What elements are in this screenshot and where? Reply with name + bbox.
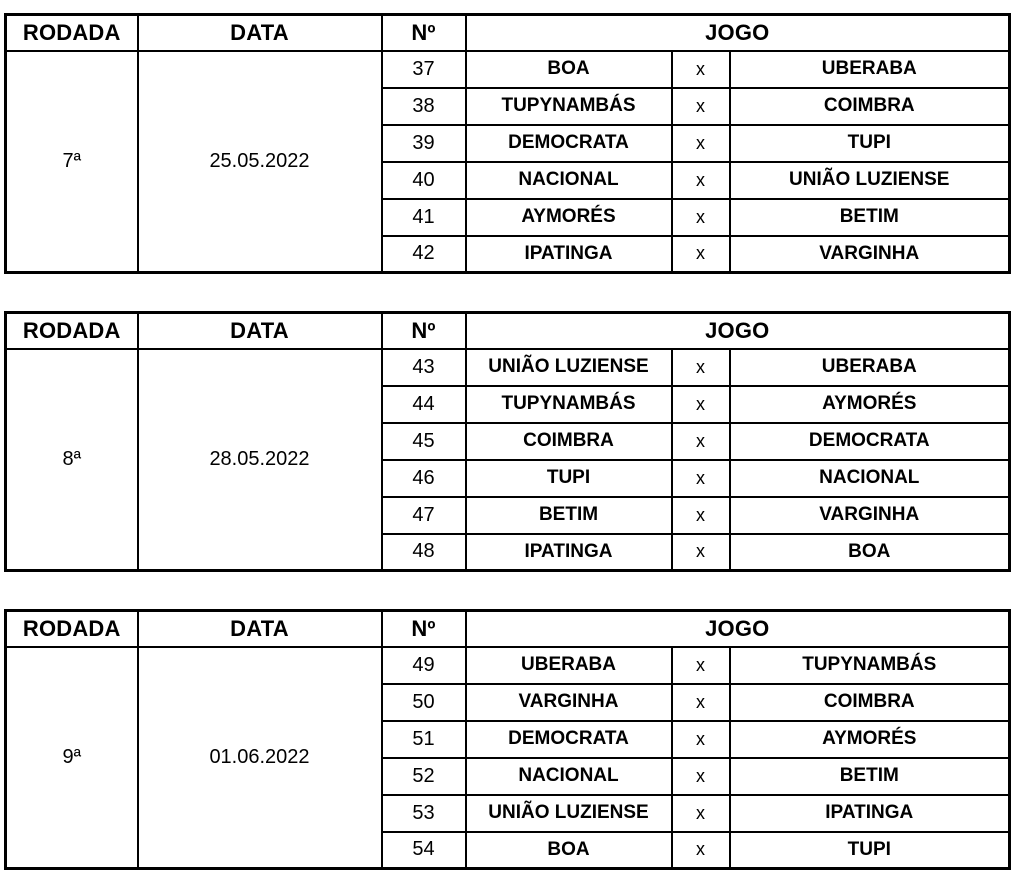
home-team: TUPYNAMBÁS [466, 88, 672, 125]
game-number: 53 [382, 795, 466, 832]
away-team: COIMBRA [730, 684, 1010, 721]
header-rodada: RODADA [6, 15, 138, 51]
home-team: NACIONAL [466, 758, 672, 795]
header-jogo: JOGO [466, 313, 1010, 349]
header-numero: Nº [382, 611, 466, 647]
header-data: DATA [138, 15, 382, 51]
away-team: AYMORÉS [730, 386, 1010, 423]
home-team: TUPYNAMBÁS [466, 386, 672, 423]
home-team: UNIÃO LUZIENSE [466, 349, 672, 386]
away-team: TUPI [730, 832, 1010, 869]
away-team: NACIONAL [730, 460, 1010, 497]
home-team: IPATINGA [466, 534, 672, 571]
away-team: TUPYNAMBÁS [730, 647, 1010, 684]
header-rodada: RODADA [6, 611, 138, 647]
away-team: AYMORÉS [730, 721, 1010, 758]
away-team: UBERABA [730, 51, 1010, 88]
versus-mark: x [672, 647, 730, 684]
away-team: BETIM [730, 199, 1010, 236]
versus-mark: x [672, 162, 730, 199]
game-number: 43 [382, 349, 466, 386]
header-data: DATA [138, 313, 382, 349]
header-jogo: JOGO [466, 15, 1010, 51]
home-team: DEMOCRATA [466, 721, 672, 758]
home-team: TUPI [466, 460, 672, 497]
header-row [6, 611, 1010, 647]
header-data: DATA [138, 611, 382, 647]
versus-mark: x [672, 349, 730, 386]
away-team: BETIM [730, 758, 1010, 795]
game-number: 54 [382, 832, 466, 869]
table-row [6, 51, 1010, 88]
header-row [6, 15, 1010, 51]
round-label: 7ª [6, 51, 138, 273]
round-label: 9ª [6, 647, 138, 869]
game-number: 48 [382, 534, 466, 571]
away-team: VARGINHA [730, 236, 1010, 273]
away-team: BOA [730, 534, 1010, 571]
game-number: 50 [382, 684, 466, 721]
home-team: UNIÃO LUZIENSE [466, 795, 672, 832]
versus-mark: x [672, 125, 730, 162]
versus-mark: x [672, 88, 730, 125]
home-team: UBERABA [466, 647, 672, 684]
game-number: 45 [382, 423, 466, 460]
game-number: 49 [382, 647, 466, 684]
game-number: 51 [382, 721, 466, 758]
header-jogo: JOGO [466, 611, 1010, 647]
round-label: 8ª [6, 349, 138, 571]
home-team: AYMORÉS [466, 199, 672, 236]
home-team: DEMOCRATA [466, 125, 672, 162]
versus-mark: x [672, 795, 730, 832]
header-numero: Nº [382, 313, 466, 349]
round-table-8 [4, 311, 1011, 572]
versus-mark: x [672, 497, 730, 534]
versus-mark: x [672, 460, 730, 497]
game-number: 39 [382, 125, 466, 162]
home-team: IPATINGA [466, 236, 672, 273]
versus-mark: x [672, 51, 730, 88]
away-team: VARGINHA [730, 497, 1010, 534]
game-number: 52 [382, 758, 466, 795]
round-date: 25.05.2022 [138, 51, 382, 273]
versus-mark: x [672, 199, 730, 236]
versus-mark: x [672, 423, 730, 460]
game-number: 46 [382, 460, 466, 497]
game-number: 42 [382, 236, 466, 273]
game-number: 38 [382, 88, 466, 125]
home-team: COIMBRA [466, 423, 672, 460]
versus-mark: x [672, 534, 730, 571]
header-rodada: RODADA [6, 313, 138, 349]
away-team: UNIÃO LUZIENSE [730, 162, 1010, 199]
header-row [6, 313, 1010, 349]
versus-mark: x [672, 721, 730, 758]
game-number: 47 [382, 497, 466, 534]
round-table-7 [4, 13, 1011, 274]
versus-mark: x [672, 758, 730, 795]
game-number: 40 [382, 162, 466, 199]
away-team: TUPI [730, 125, 1010, 162]
away-team: UBERABA [730, 349, 1010, 386]
table-row [6, 647, 1010, 684]
header-numero: Nº [382, 15, 466, 51]
round-date: 01.06.2022 [138, 647, 382, 869]
away-team: DEMOCRATA [730, 423, 1010, 460]
versus-mark: x [672, 386, 730, 423]
game-number: 41 [382, 199, 466, 236]
table-row [6, 349, 1010, 386]
round-table-9 [4, 609, 1011, 870]
home-team: VARGINHA [466, 684, 672, 721]
home-team: BOA [466, 832, 672, 869]
home-team: NACIONAL [466, 162, 672, 199]
versus-mark: x [672, 684, 730, 721]
versus-mark: x [672, 236, 730, 273]
away-team: IPATINGA [730, 795, 1010, 832]
away-team: COIMBRA [730, 88, 1010, 125]
round-date: 28.05.2022 [138, 349, 382, 571]
game-number: 44 [382, 386, 466, 423]
versus-mark: x [672, 832, 730, 869]
home-team: BETIM [466, 497, 672, 534]
home-team: BOA [466, 51, 672, 88]
game-number: 37 [382, 51, 466, 88]
